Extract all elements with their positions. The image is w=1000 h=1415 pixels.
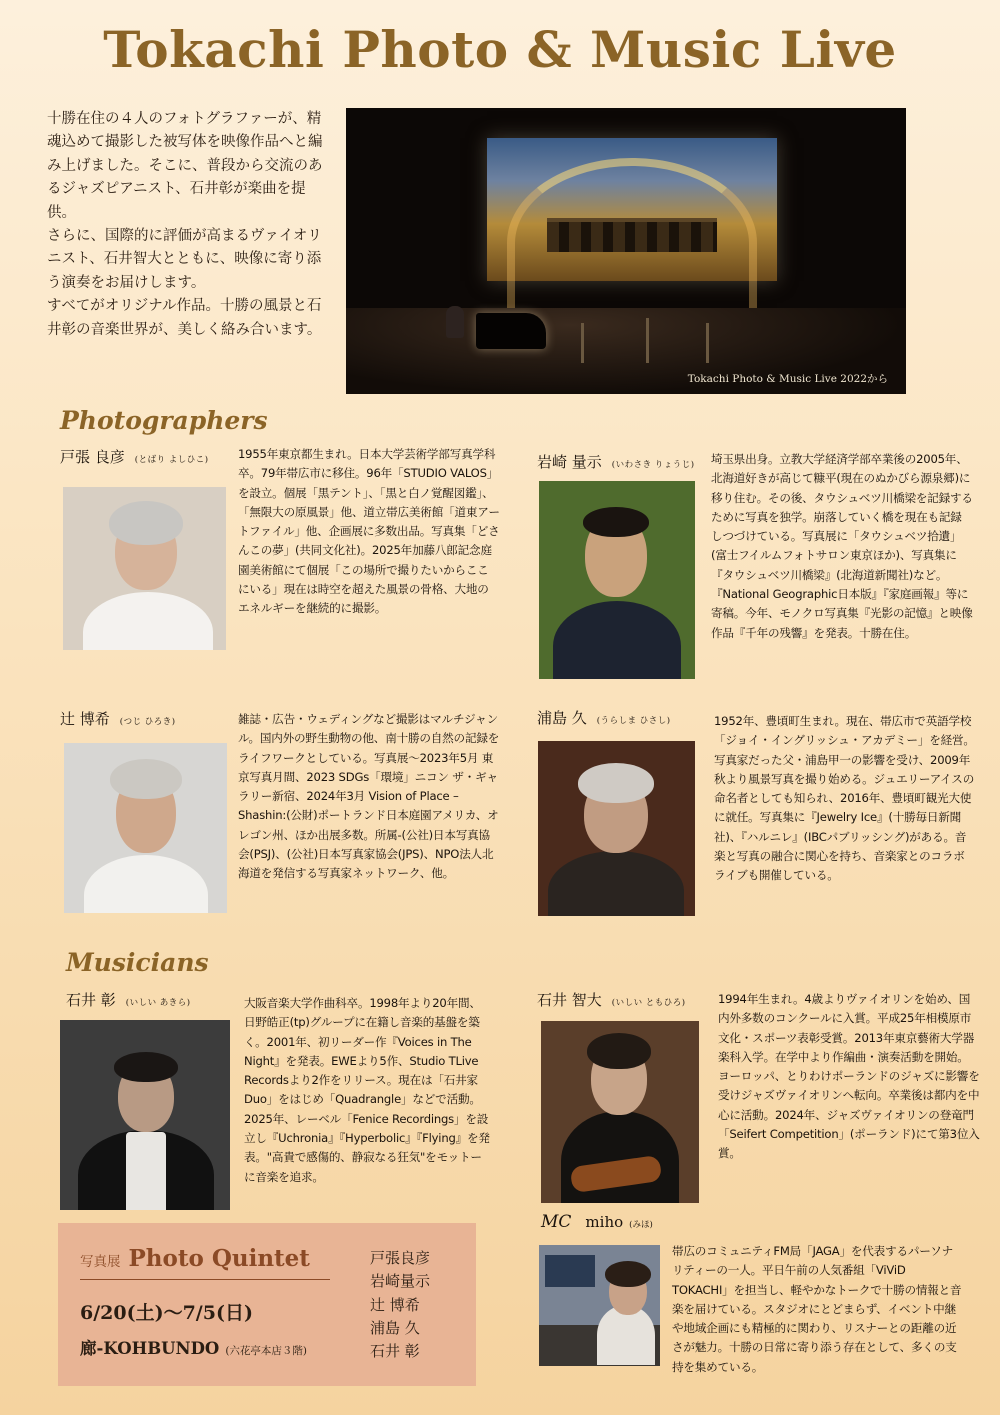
name-kana: (いわさき りょうじ) xyxy=(611,460,695,470)
musician-portrait xyxy=(60,1020,230,1210)
exhibition-names xyxy=(370,1247,430,1363)
exhibition-title: Photo Quintet xyxy=(128,1245,310,1272)
stage-caption: Tokachi Photo & Music Live 2022から xyxy=(687,373,888,385)
photographer-bio: 1955年東京都生まれ。日本大学芸術学部写真学科卒。79年帯広市に移住。96年「STUDIO VALOS」を設立。個展「黒テント」、「黒と白ノ覚醒図鑑」、「無限大の原風景」他、道立帯広美術館「道東アートファイル」他、企画展に多数出品。写真集「どさんこの夢」(共同文化社)。2025年加藤八郎記念庭園美術館にて個展「この場所で撮りたいからここにいる」現在は時空を超えた風景の骨格、大地のエネルギーを継続的に撮影。 xyxy=(238,447,500,616)
intro-paragraph: さらに、国際的に評価が高まるヴァイオリニスト、石井智大とともに、映像に寄り添う演奏をお届けします。 xyxy=(47,228,322,291)
photographer-bio: 1952年、豊頃町生まれ。現在、帯広市で英語学校「ジョイ・イングリッシュ・アカデミー」を経営。写真家だった父・浦島甲一の影響を受け、2009年秋より風景写真を撮り始める。ジュエリーアイスの命名者としても知られ、2016年、豊頃町観光大使に就任。写真集に『Jewelry Ice』(十勝毎日新聞社)、『ハルニレ』(IBCパブリッシング)がある。音楽と写真の融合に関心を持ち、音楽家とのコラボライブも開催している。 xyxy=(714,714,975,883)
photographer-bio: 雑誌・広告・ウェディングなど撮影はマルチジャンル。国内外の野生動物の他、南十勝の自然の記録をライフワークとしている。写真展～2023年5月 東京写真月間、2023 SDGs「環境」ニコン ザ・ギャラリー新宿、2024年3月 Vision of Place – Shashin:(公財)ポートランド日本庭園アメリカ、オレゴン州、ほか出展多数。所属-(公社)日本写真協会(PSJ)、(公社)日本写真家協会(JPS)、NPO法人北海道を発信する写真家ネットワーク、他。 xyxy=(238,712,500,881)
intro-text xyxy=(47,108,332,342)
photographer-portrait xyxy=(539,481,695,679)
name-text: 戸張 良彦 xyxy=(60,448,125,466)
musician-name xyxy=(66,989,191,1010)
exhibitor-name: 戸張良彦 xyxy=(370,1249,431,1267)
name-kana: (いしい あきら) xyxy=(125,998,191,1008)
mic-stand xyxy=(646,318,649,363)
pianist-figure xyxy=(446,306,464,338)
mc-portrait xyxy=(539,1245,660,1366)
photographer-portrait xyxy=(63,487,226,650)
mc-bio: 帯広のコミュニティFM局「JAGA」を代表するパーソナリティーの一人。平日午前の人気番組「ViViD TOKACHI」を担当し、軽やかなトークで十勝の情報と音楽を届けている。スタジオにとどまらず、イベント中継や地域企画にも精極的に関わり、リスナーとの距離の近さが魅力。十勝の日常に寄り添う存在として、多くの支持を集めている。 xyxy=(672,1244,962,1374)
photographers-heading: Photographers xyxy=(60,406,268,435)
exhibitor-name: 石井 彰 xyxy=(370,1342,420,1361)
exhibitor-name: 浦島 久 xyxy=(370,1318,420,1337)
intro-paragraph: すべてがオリジナル作品。十勝の風景と石井彰の音楽世界が、美しく絡み合います。 xyxy=(47,298,322,338)
musician-name xyxy=(537,989,686,1010)
exhibitor-name: 辻 博希 xyxy=(370,1295,420,1314)
name-kana: (つじ ひろき) xyxy=(119,717,176,727)
musician-bio: 1994年生まれ。4歳よりヴァイオリンを始め、国内外多数のコンクールに入賞。平成25年相模原市文化・スポーツ表彰受賞。2013年東京藝術大学器楽科入学。在学中より作編曲・演奏活動を開始。ヨーロッパ、とりわけポーランドのジャズに影響を受けジャズヴァイオリンへ転向。卒業後は都内を中心に活動。2024年、ジャズヴァイオリンの登竜門「Seifert Competition」(ポーランド)にて第3位入賞。 xyxy=(718,992,980,1161)
exhibition-header xyxy=(80,1245,310,1272)
projection-screen xyxy=(487,138,777,281)
stage-photo xyxy=(346,108,906,394)
photographer-portrait xyxy=(538,741,695,916)
musicians-heading: Musicians xyxy=(66,948,209,977)
exhibition-venue xyxy=(80,1335,307,1359)
venue-name: 廊-KOHBUNDO xyxy=(80,1339,220,1358)
exhibition-label: 写真展 xyxy=(80,1254,121,1270)
name-text: 岩崎 量示 xyxy=(537,453,602,471)
mic-stand xyxy=(706,323,709,363)
page-title: Tokachi Photo & Music Live xyxy=(103,20,897,79)
name-kana: (とばり よしひこ) xyxy=(134,455,209,465)
name-text: 浦島 久 xyxy=(537,709,587,727)
exhibitor-name: 岩崎量示 xyxy=(370,1272,431,1291)
name-text: 辻 博希 xyxy=(60,710,110,728)
name-kana: (みほ) xyxy=(629,1220,653,1230)
venue-note: (六花亭本店３階) xyxy=(225,1345,308,1357)
musician-bio: 大阪音楽大学作曲科卒。1998年より20年間、日野皓正(tp)グループに在籍し音楽的基盤を築く。2001年、初リーダー作『Voices in The Night』を発表。EWEより5作、Studio TLive Recordsより2作をリリース。現在は「石井家Duo」をはじめ「Quadrangle」などで活動。2025年、レーベル「Fenice Recordings」を設立し『Uchronia』『Hyperbolic』『Flying』を発表。"高貴で感傷的、静寂なる狂気"をモットーに音楽を追求。 xyxy=(244,996,490,1184)
name-text: 石井 彰 xyxy=(66,991,116,1009)
mc-name xyxy=(585,1213,652,1231)
intro-paragraph: 十勝在住の４人のフォトグラファーが、精魂込めて撮影した被写体を映像作品へと編み上げました。そこに、普段から交流のあるジャズピアニスト、石井彰が楽曲を提供。 xyxy=(47,111,323,221)
exhibition-dates: 6/20(土)～7/5(日) xyxy=(80,1302,253,1324)
mc-label: MC xyxy=(541,1212,572,1232)
mic-stand xyxy=(581,323,584,363)
piano-graphic xyxy=(476,313,546,349)
photographer-name xyxy=(537,451,695,472)
exhibition-box xyxy=(58,1223,476,1386)
name-kana: (うらしま ひさし) xyxy=(596,716,671,726)
photographer-name xyxy=(60,708,176,729)
name-text: miho xyxy=(585,1213,624,1231)
bridge-graphic xyxy=(547,218,717,252)
musician-portrait xyxy=(541,1021,699,1203)
mc-header xyxy=(541,1212,653,1232)
photographer-name xyxy=(60,446,209,467)
exhibition-divider xyxy=(80,1279,330,1280)
photographer-portrait xyxy=(64,743,227,913)
photographer-name xyxy=(537,707,671,728)
name-text: 石井 智大 xyxy=(537,991,602,1009)
name-kana: (いしい ともひろ) xyxy=(611,998,686,1008)
photographer-bio: 埼玉県出身。立教大学経済学部卒業後の2005年、北海道好きが高じて糠平(現在のぬかびら源泉郷)に移り住む。その後、タウシュベツ川橋梁を記録するために写真を独学。崩落していく橋を現在も記録しつづけている。写真展に「タウシュベツ拾遺」(富士フイルムフォトサロン東京ほか)、写真集に『タウシュベツ川橋梁』(北海道新聞社)など。『National Geographic日本版』『家庭画報』等に寄稿。今年、モノクロ写真集『光影の記憶』と映像作品『千年の残響』を発表。十勝在住。 xyxy=(711,452,973,640)
